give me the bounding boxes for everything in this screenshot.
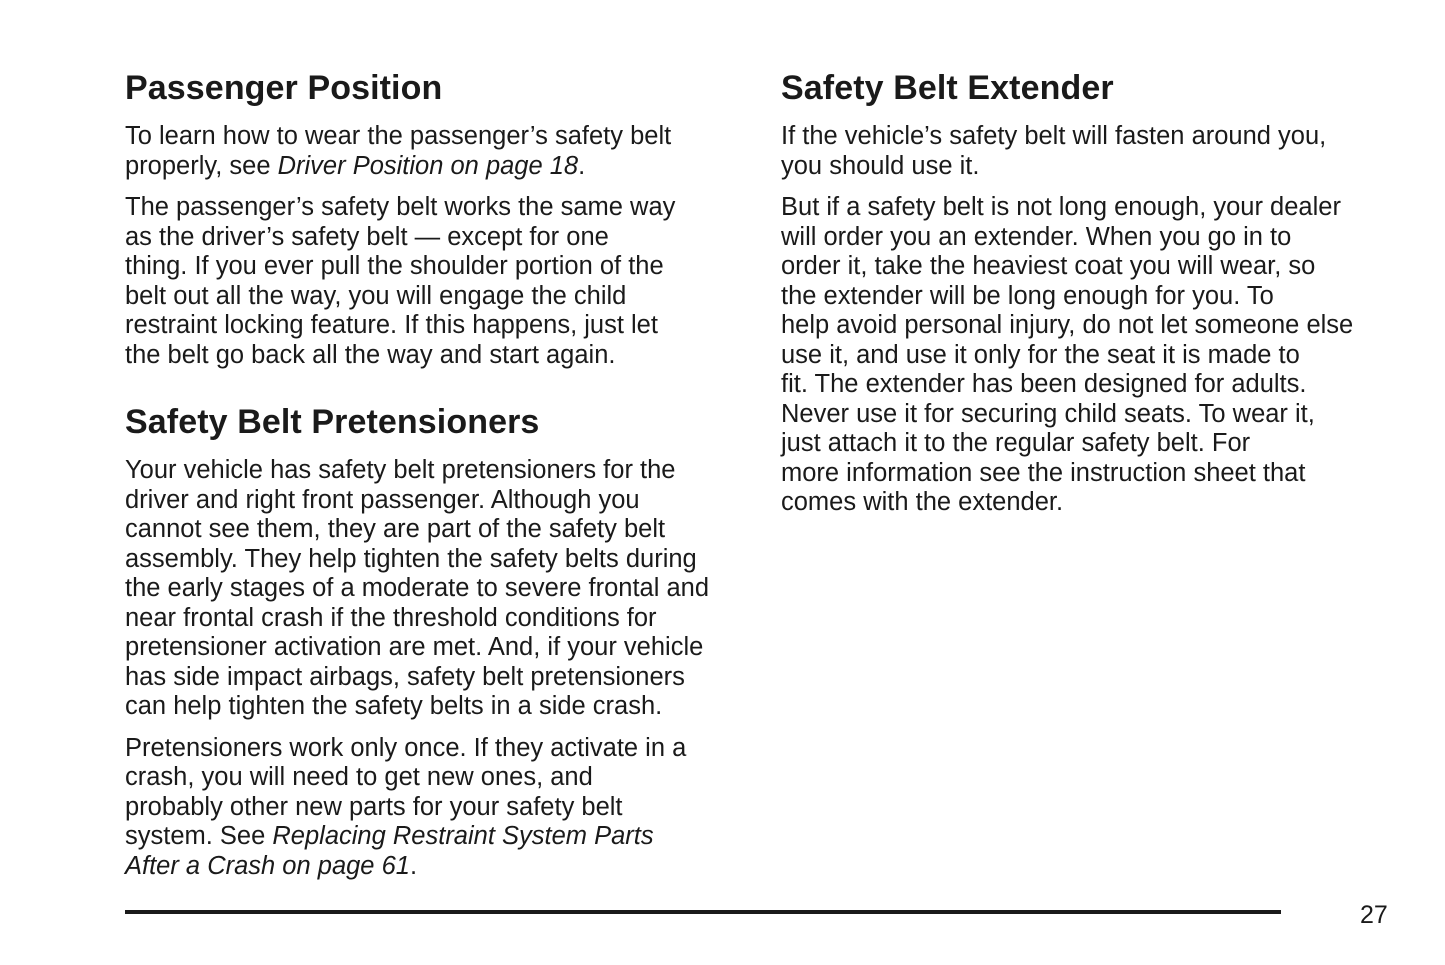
footer-rule (125, 910, 1281, 914)
text-line (125, 152, 745, 182)
text-line: you should use it. (781, 151, 980, 180)
pretensioners-paragraph-1 (125, 456, 745, 722)
text-line: pretensioner activation are met. And, if your vehicle (125, 633, 704, 661)
text-line: restraint locking feature. If this happens, just let (125, 311, 658, 339)
text-line: assembly. They help tighten the safety belts during (125, 544, 697, 573)
text-span: properly, see (125, 151, 278, 180)
text-line: If the vehicle’s safety belt will fasten around you, (781, 122, 1327, 150)
text-line: Never use it for securing child seats. To wear it, (781, 399, 1315, 428)
text-line: crash, you will need to get new ones, and (125, 763, 593, 791)
text-span: . (578, 151, 586, 180)
text-line: cannot see them, they are part of the safety belt (125, 515, 666, 543)
text-line: driver and right front passenger. Although you (125, 485, 640, 514)
text-line: has side impact airbags, safety belt pretensioners (125, 662, 685, 691)
page-number: 27 (1360, 901, 1388, 929)
extender-section (781, 68, 1406, 518)
text-line: more information see the instruction sheet that (781, 458, 1306, 487)
text-line: comes with the extender. (781, 488, 1064, 516)
text-line: Pretensioners work only once. If they activate in a (125, 733, 687, 762)
section-spacer (125, 382, 745, 402)
replacing-parts-reference-page: After a Crash on page 61 (125, 851, 410, 880)
right-column (781, 68, 1406, 530)
driver-position-reference: Driver Position on page 18 (277, 151, 579, 180)
text-line: belt out all the way, you will engage the child (125, 281, 627, 310)
text-line: the extender will be long enough for you. To (781, 281, 1274, 310)
pretensioners-section (125, 402, 745, 881)
text-line (125, 822, 745, 852)
extender-heading: Safety Belt Extender (781, 69, 1114, 107)
text-span: . (409, 851, 418, 880)
text-line: the belt go back all the way and start again. (125, 340, 616, 369)
text-line: To learn how to wear the passenger’s safety belt (125, 122, 672, 150)
text-line: probably other new parts for your safety belt (125, 792, 623, 821)
text-line: The passenger’s safety belt works the same way (125, 193, 676, 221)
text-line: the early stages of a moderate to severe frontal and (125, 574, 710, 602)
text-line: fit. The extender has been designed for adults. (781, 370, 1307, 398)
text-line: Your vehicle has safety belt pretensioners for the (125, 456, 676, 484)
left-column (125, 68, 745, 893)
passenger-position-section (125, 68, 745, 370)
text-line: will order you an extender. When you go in to (781, 222, 1292, 251)
extender-paragraph-1 (781, 122, 1406, 181)
pretensioners-heading: Safety Belt Pretensioners (125, 403, 540, 441)
text-line: just attach it to the regular safety belt. For (781, 429, 1251, 457)
text-line: order it, take the heaviest coat you will wear, so (781, 252, 1316, 280)
text-line (125, 852, 745, 882)
text-line: But if a safety belt is not long enough, your dealer (781, 193, 1341, 221)
text-span: system. See (125, 822, 273, 850)
pretensioners-paragraph-2 (125, 734, 745, 882)
text-line: use it, and use it only for the seat it is made to (781, 340, 1300, 369)
passenger-position-paragraph-2 (125, 193, 745, 370)
extender-paragraph-2 (781, 193, 1406, 518)
text-line: thing. If you ever pull the shoulder portion of the (125, 252, 664, 280)
text-line: help avoid personal injury, do not let someone else (781, 311, 1354, 339)
text-line: can help tighten the safety belts in a side crash. (125, 692, 663, 720)
replacing-parts-reference: Replacing Restraint System Parts (272, 822, 654, 850)
text-line: as the driver’s safety belt — except for one (125, 222, 609, 251)
passenger-position-heading: Passenger Position (125, 69, 443, 107)
text-line: near frontal crash if the threshold conditions for (125, 603, 657, 632)
passenger-position-paragraph-1 (125, 122, 745, 181)
